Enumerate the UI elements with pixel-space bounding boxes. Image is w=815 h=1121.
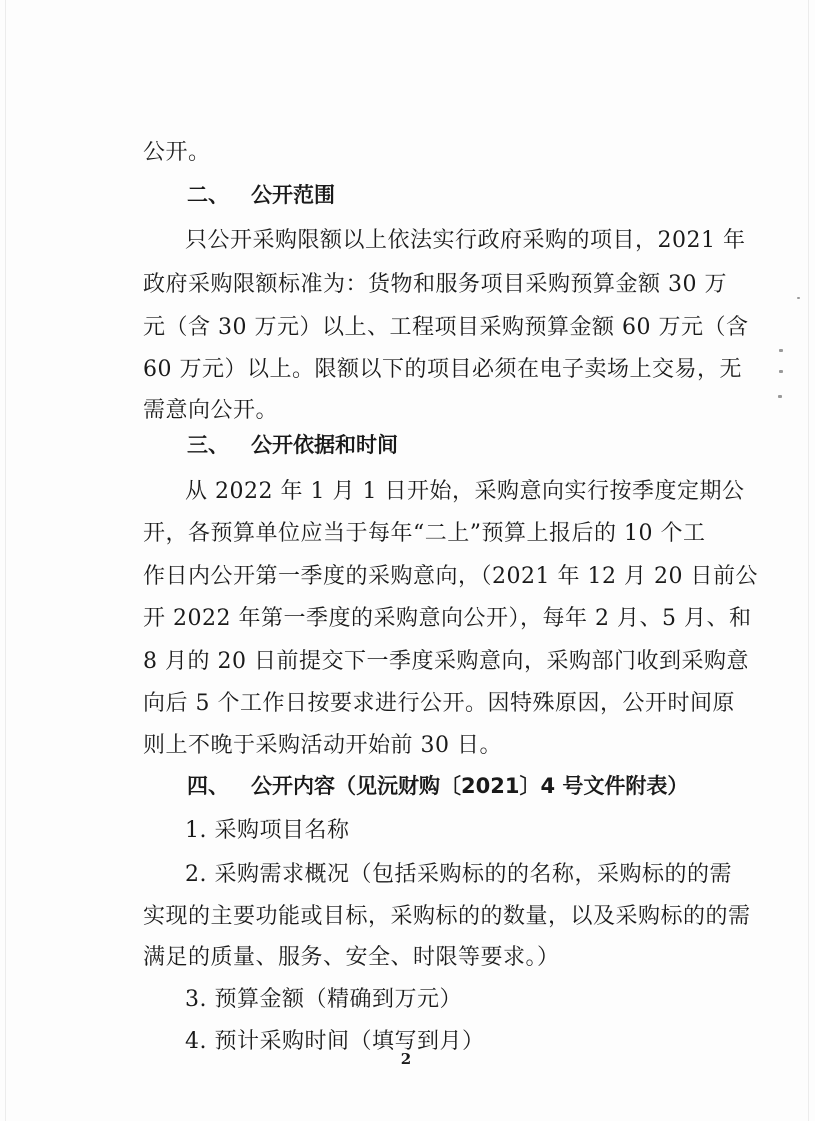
text-line: 作日内公开第一季度的采购意向，（2021 年 12 月 20 日前公: [143, 564, 758, 589]
section-heading-3: [187, 431, 398, 459]
text-line: 8 月的 20 日前提交下一季度采购意向，采购部门收到采购意: [143, 649, 749, 674]
page-number: 2: [400, 1050, 412, 1068]
text-line: 向后 5 个工作日按要求进行公开。因特殊原因，公开时间原: [143, 691, 735, 716]
list-item: 4. 预计采购时间（填写到月）: [185, 1029, 485, 1054]
list-item: 2. 采购需求概况（包括采购标的的名称，采购标的的需: [185, 862, 732, 887]
scan-edge-left: [5, 0, 6, 1121]
scan-speck: [797, 297, 800, 299]
text-line: 开 2022 年第一季度的采购意向公开），每年 2 月、5 月、和: [143, 606, 752, 631]
section-number: 四、: [187, 774, 229, 798]
section-heading-4: [187, 772, 688, 800]
section-heading-2: [187, 181, 335, 209]
text-line: 60 万元）以上。限额以下的项目必须在电子卖场上交易，无: [143, 357, 742, 382]
section-title: 公开内容（见沅财购〔2021〕4 号文件附表）: [251, 774, 689, 798]
text-line: 开，各预算单位应当于每年“二上”预算上报后的 10 个工: [143, 521, 706, 546]
text-line: 需意向公开。: [143, 398, 279, 423]
text-line: 从 2022 年 1 月 1 日开始，采购意向实行按季度定期公: [185, 479, 745, 504]
text-line: 元（含 30 万元）以上、工程项目采购预算金额 60 万元（含: [143, 315, 749, 340]
scan-speck: [778, 395, 782, 398]
text-line: 只公开采购限额以上依法实行政府采购的项目，2021 年: [185, 228, 746, 253]
text-line: 实现的主要功能或目标，采购标的的数量，以及采购标的的需: [143, 904, 751, 929]
text-line: 政府采购限额标准为：货物和服务项目采购预算金额 30 万: [143, 272, 727, 297]
text-line: 公开。: [143, 140, 211, 165]
list-item: 3. 预算金额（精确到万元）: [185, 987, 462, 1012]
text-line: 则上不晚于采购活动开始前 30 日。: [143, 733, 502, 758]
text-line: 满足的质量、服务、安全、时限等要求。）: [143, 945, 560, 970]
section-number: 三、: [187, 433, 229, 457]
section-title: 公开范围: [251, 183, 335, 207]
scan-speck: [779, 349, 783, 352]
scan-speck: [779, 370, 783, 373]
scan-edge-right: [808, 0, 809, 1121]
list-item: 1. 采购项目名称: [185, 818, 350, 843]
section-number: 二、: [187, 183, 229, 207]
section-title: 公开依据和时间: [251, 433, 398, 457]
